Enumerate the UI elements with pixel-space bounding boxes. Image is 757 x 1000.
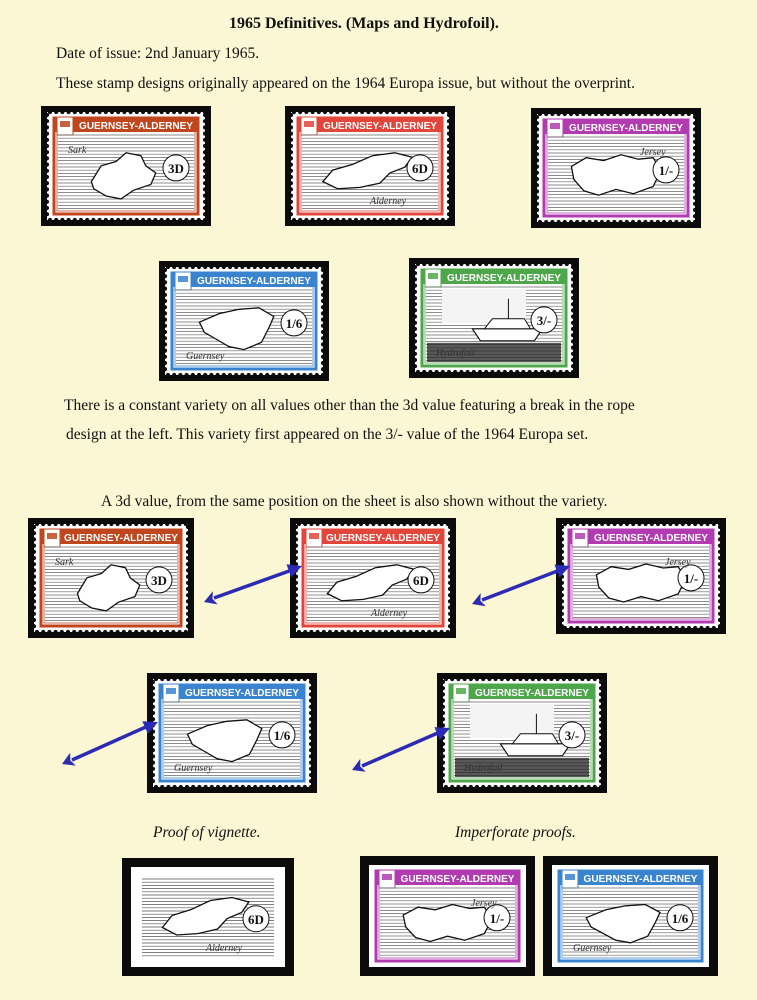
value-text: 1/- (683, 570, 699, 586)
imperforate-proof-1s-jersey (360, 856, 535, 976)
value-text: 1/- (658, 162, 674, 178)
proof-vignette-caption: Proof of vignette. (153, 824, 261, 841)
stamp-1s6d-guernsey-variety (147, 673, 317, 793)
imperforate-proofs-caption: Imperforate proofs. (455, 824, 576, 841)
stamp-6d-alderney (285, 106, 455, 226)
stamp-6d-alderney-variety (290, 518, 456, 638)
stamp-3d-sark-no-variety (28, 518, 194, 638)
arrow-shaft (362, 732, 440, 766)
island-map (596, 564, 685, 602)
place-label: Guernsey (573, 943, 612, 954)
date-of-issue: Date of issue: 2nd January 1965. (56, 45, 260, 62)
place-label: Sark (68, 145, 87, 156)
value-text: 3/- (536, 312, 552, 328)
value-text: 6D (248, 911, 264, 927)
place-label: Guernsey (186, 351, 225, 362)
stamp-header-text: GUERNSEY-ALDERNEY (323, 121, 437, 132)
place-label: Jersey (665, 557, 691, 568)
stamp-header-text: GUERNSEY-ALDERNEY (569, 123, 683, 134)
stamp-header-text: GUERNSEY-ALDERNEY (400, 874, 515, 885)
value-text: 6D (413, 572, 429, 588)
island-map (403, 905, 492, 942)
value-text: 6D (412, 160, 428, 176)
place-label: Jersey (471, 898, 497, 909)
stamp-1s6d-guernsey (159, 261, 329, 381)
page-title: 1965 Definitives. (Maps and Hydrofoil). (229, 15, 499, 32)
stamp-3d-sark (41, 106, 211, 226)
stamp-header-text: GUERNSEY-ALDERNEY (64, 533, 178, 544)
arrow-shaft (72, 726, 148, 760)
stamp-header-text: GUERNSEY-ALDERNEY (185, 688, 299, 699)
arrow-pointer-3s (346, 718, 458, 778)
stamp-header-text: GUERNSEY-ALDERNEY (447, 273, 561, 284)
place-label: Alderney (371, 608, 408, 619)
imperforate-proof-1s6d-guernsey (543, 856, 718, 976)
stamp-header-text: GUERNSEY-ALDERNEY (594, 533, 708, 544)
stamp-1s-jersey-variety (556, 518, 726, 634)
same-position-text: A 3d value, from the same position on the sheet is also shown without the variety. (101, 493, 608, 510)
proof-of-vignette-6d (122, 858, 294, 976)
stamp-1s-jersey (531, 108, 701, 228)
value-text: 1/6 (671, 910, 689, 926)
value-text: 3D (151, 572, 167, 588)
intro-text: These stamp designs originally appeared on the 1964 Europa issue, but without the overprint. (56, 75, 635, 92)
place-label: Guernsey (174, 763, 213, 774)
stamp-header-text: GUERNSEY-ALDERNEY (79, 121, 193, 132)
stamp-3s-hydrofoil (409, 258, 579, 378)
value-text: 3D (168, 160, 184, 176)
place-label: Jersey (640, 147, 666, 158)
stamp-header-text: GUERNSEY-ALDERNEY (475, 688, 589, 699)
arrow-pointer-6d (198, 556, 310, 610)
place-label: Alderney (370, 196, 407, 207)
stamp-3s-hydrofoil-variety (437, 673, 607, 793)
value-text: 3/- (564, 727, 580, 743)
variety-text-line-2: design at the left. This variety first appeared on the 3/- value of the 1964 Europa set. (66, 426, 589, 443)
place-label: Sark (55, 557, 74, 568)
value-text: 1/6 (285, 315, 303, 331)
stamp-header-text: GUERNSEY-ALDERNEY (583, 874, 698, 885)
value-text: 1/6 (273, 727, 291, 743)
arrow-pointer-1s6d (56, 712, 168, 772)
arrow-shaft (214, 570, 292, 598)
place-label: Hydrofoil (436, 348, 475, 359)
variety-text-line-1: There is a constant variety on all values other than the 3d value featuring a break in the rope (64, 397, 635, 414)
arrow-pointer-1s (466, 558, 578, 612)
place-label: Hydrofoil (464, 763, 503, 774)
stamp-header-text: GUERNSEY-ALDERNEY (197, 276, 311, 287)
island-map (571, 155, 660, 195)
value-text: 1/- (489, 910, 505, 926)
stamp-header-text: GUERNSEY-ALDERNEY (326, 533, 440, 544)
arrow-shaft (482, 570, 560, 600)
place-label: Alderney (206, 943, 243, 954)
